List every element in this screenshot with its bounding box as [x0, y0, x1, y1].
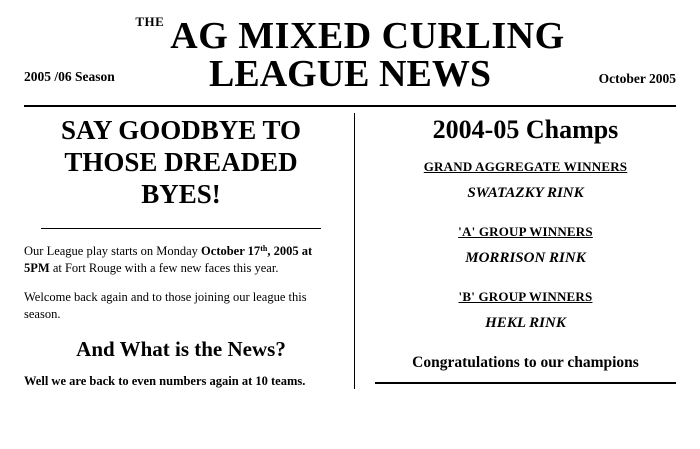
- masthead-title-row: [24, 14, 676, 57]
- masthead: [0, 0, 700, 95]
- left-headline-divider: [41, 228, 321, 229]
- right-column-bottom-divider: [375, 382, 676, 384]
- paragraph1-prefix: Our League play starts on Monday: [24, 244, 202, 259]
- champs-title: 2004-05 Champs: [432, 114, 619, 144]
- paragraph1-date: October 17: [201, 244, 261, 259]
- content-columns: [24, 107, 676, 389]
- left-column: [24, 113, 354, 389]
- award-winner: MORRISON RINK: [465, 249, 586, 266]
- paragraph1-date-suffix: th: [260, 243, 268, 253]
- paragraph1-suffix: at Fort Rouge with a few new faces this year.: [49, 261, 279, 276]
- masthead-season: 2005 /06 Season: [24, 68, 115, 84]
- left-headline: SAY GOODBYE TO THOSE DREADED BYES!: [60, 114, 302, 209]
- masthead-title-line1: AG MIXED CURLING: [170, 15, 565, 57]
- congratulations-line: Congratulations to our champions: [412, 353, 639, 371]
- award-block: [375, 159, 676, 202]
- award-label: 'B' GROUP WINNERS: [458, 288, 593, 304]
- masthead-title-line2: LEAGUE NEWS: [209, 52, 491, 95]
- award-block: [375, 224, 676, 267]
- masthead-issue-date: October 2005: [598, 70, 676, 86]
- right-column: [355, 113, 676, 389]
- masthead-the-word: THE: [135, 14, 165, 29]
- left-paragraph-2: Welcome back again and to those joining our league this season.: [24, 290, 307, 322]
- award-winner: SWATAZKY RINK: [467, 184, 584, 201]
- award-winner: HEKL RINK: [485, 314, 566, 331]
- award-block: [375, 289, 676, 332]
- award-label: GRAND AGGREGATE WINNERS: [423, 158, 628, 174]
- left-subhead: And What is the News?: [76, 337, 286, 362]
- left-paragraph-1: [24, 243, 338, 277]
- paragraph1-date-time: , 2005 at 5PM: [24, 244, 313, 276]
- award-label: 'A' GROUP WINNERS: [458, 223, 593, 239]
- left-lead-paragraph: Well we are back to even numbers again at 10 teams.: [24, 374, 306, 389]
